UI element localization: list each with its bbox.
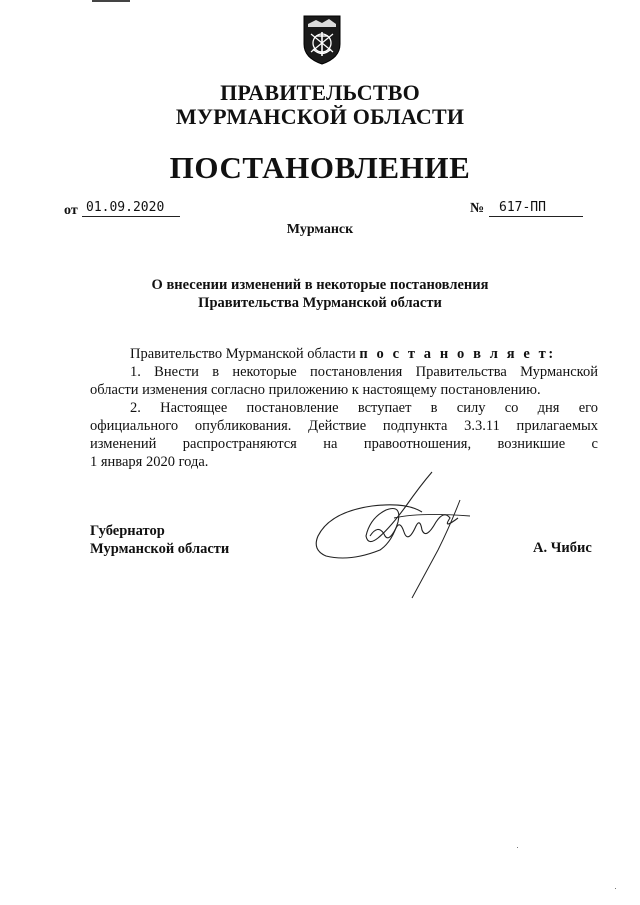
scan-speck — [615, 888, 616, 889]
document-date: 01.09.2020 — [82, 199, 180, 217]
subject-line1: О внесении изменений в некоторые постановления — [151, 277, 489, 293]
document-type: ПОСТАНОВЛЕНИЕ — [169, 150, 471, 185]
preamble-text: Правительство Мурманской области — [130, 346, 356, 362]
item1-line2: области изменения согласно приложению к настоящему постановлению. — [90, 382, 541, 398]
signer-position-line1: Губернатор — [90, 523, 165, 539]
preamble — [130, 345, 638, 363]
city: Мурманск — [286, 222, 354, 237]
decree-word: п о с т а н о в л я е т: — [359, 346, 556, 362]
document-number: 617-ПП — [489, 199, 583, 217]
subject-line2: Правительства Мурманской области — [198, 295, 442, 311]
item2-line2: официального опубликования. Действие подпункта 3.3.11 прилагаемых — [90, 418, 598, 434]
org-title-line2: МУРМАНСКОЙ ОБЛАСТИ — [175, 104, 465, 129]
signer-name: А. Чибис — [533, 540, 592, 556]
scan-mark — [92, 0, 130, 2]
item2-line1: 2. Настоящее постановление вступает в силу со дня его — [130, 400, 598, 416]
handwritten-signature — [310, 466, 485, 606]
coat-of-arms-icon — [302, 14, 342, 66]
item2-line3: изменений распространяются на правоотношения, возникшие с — [90, 436, 598, 452]
item2-line4: 1 января 2020 года. — [90, 454, 209, 470]
date-prefix: от — [64, 203, 78, 218]
number-prefix: № — [470, 201, 485, 216]
org-title-line1: ПРАВИТЕЛЬСТВО — [220, 80, 420, 105]
item1-line1: 1. Внести в некоторые постановления Правительства Мурманской — [130, 364, 598, 380]
signer-position-line2: Мурманской области — [90, 541, 230, 557]
scan-speck — [517, 847, 518, 848]
